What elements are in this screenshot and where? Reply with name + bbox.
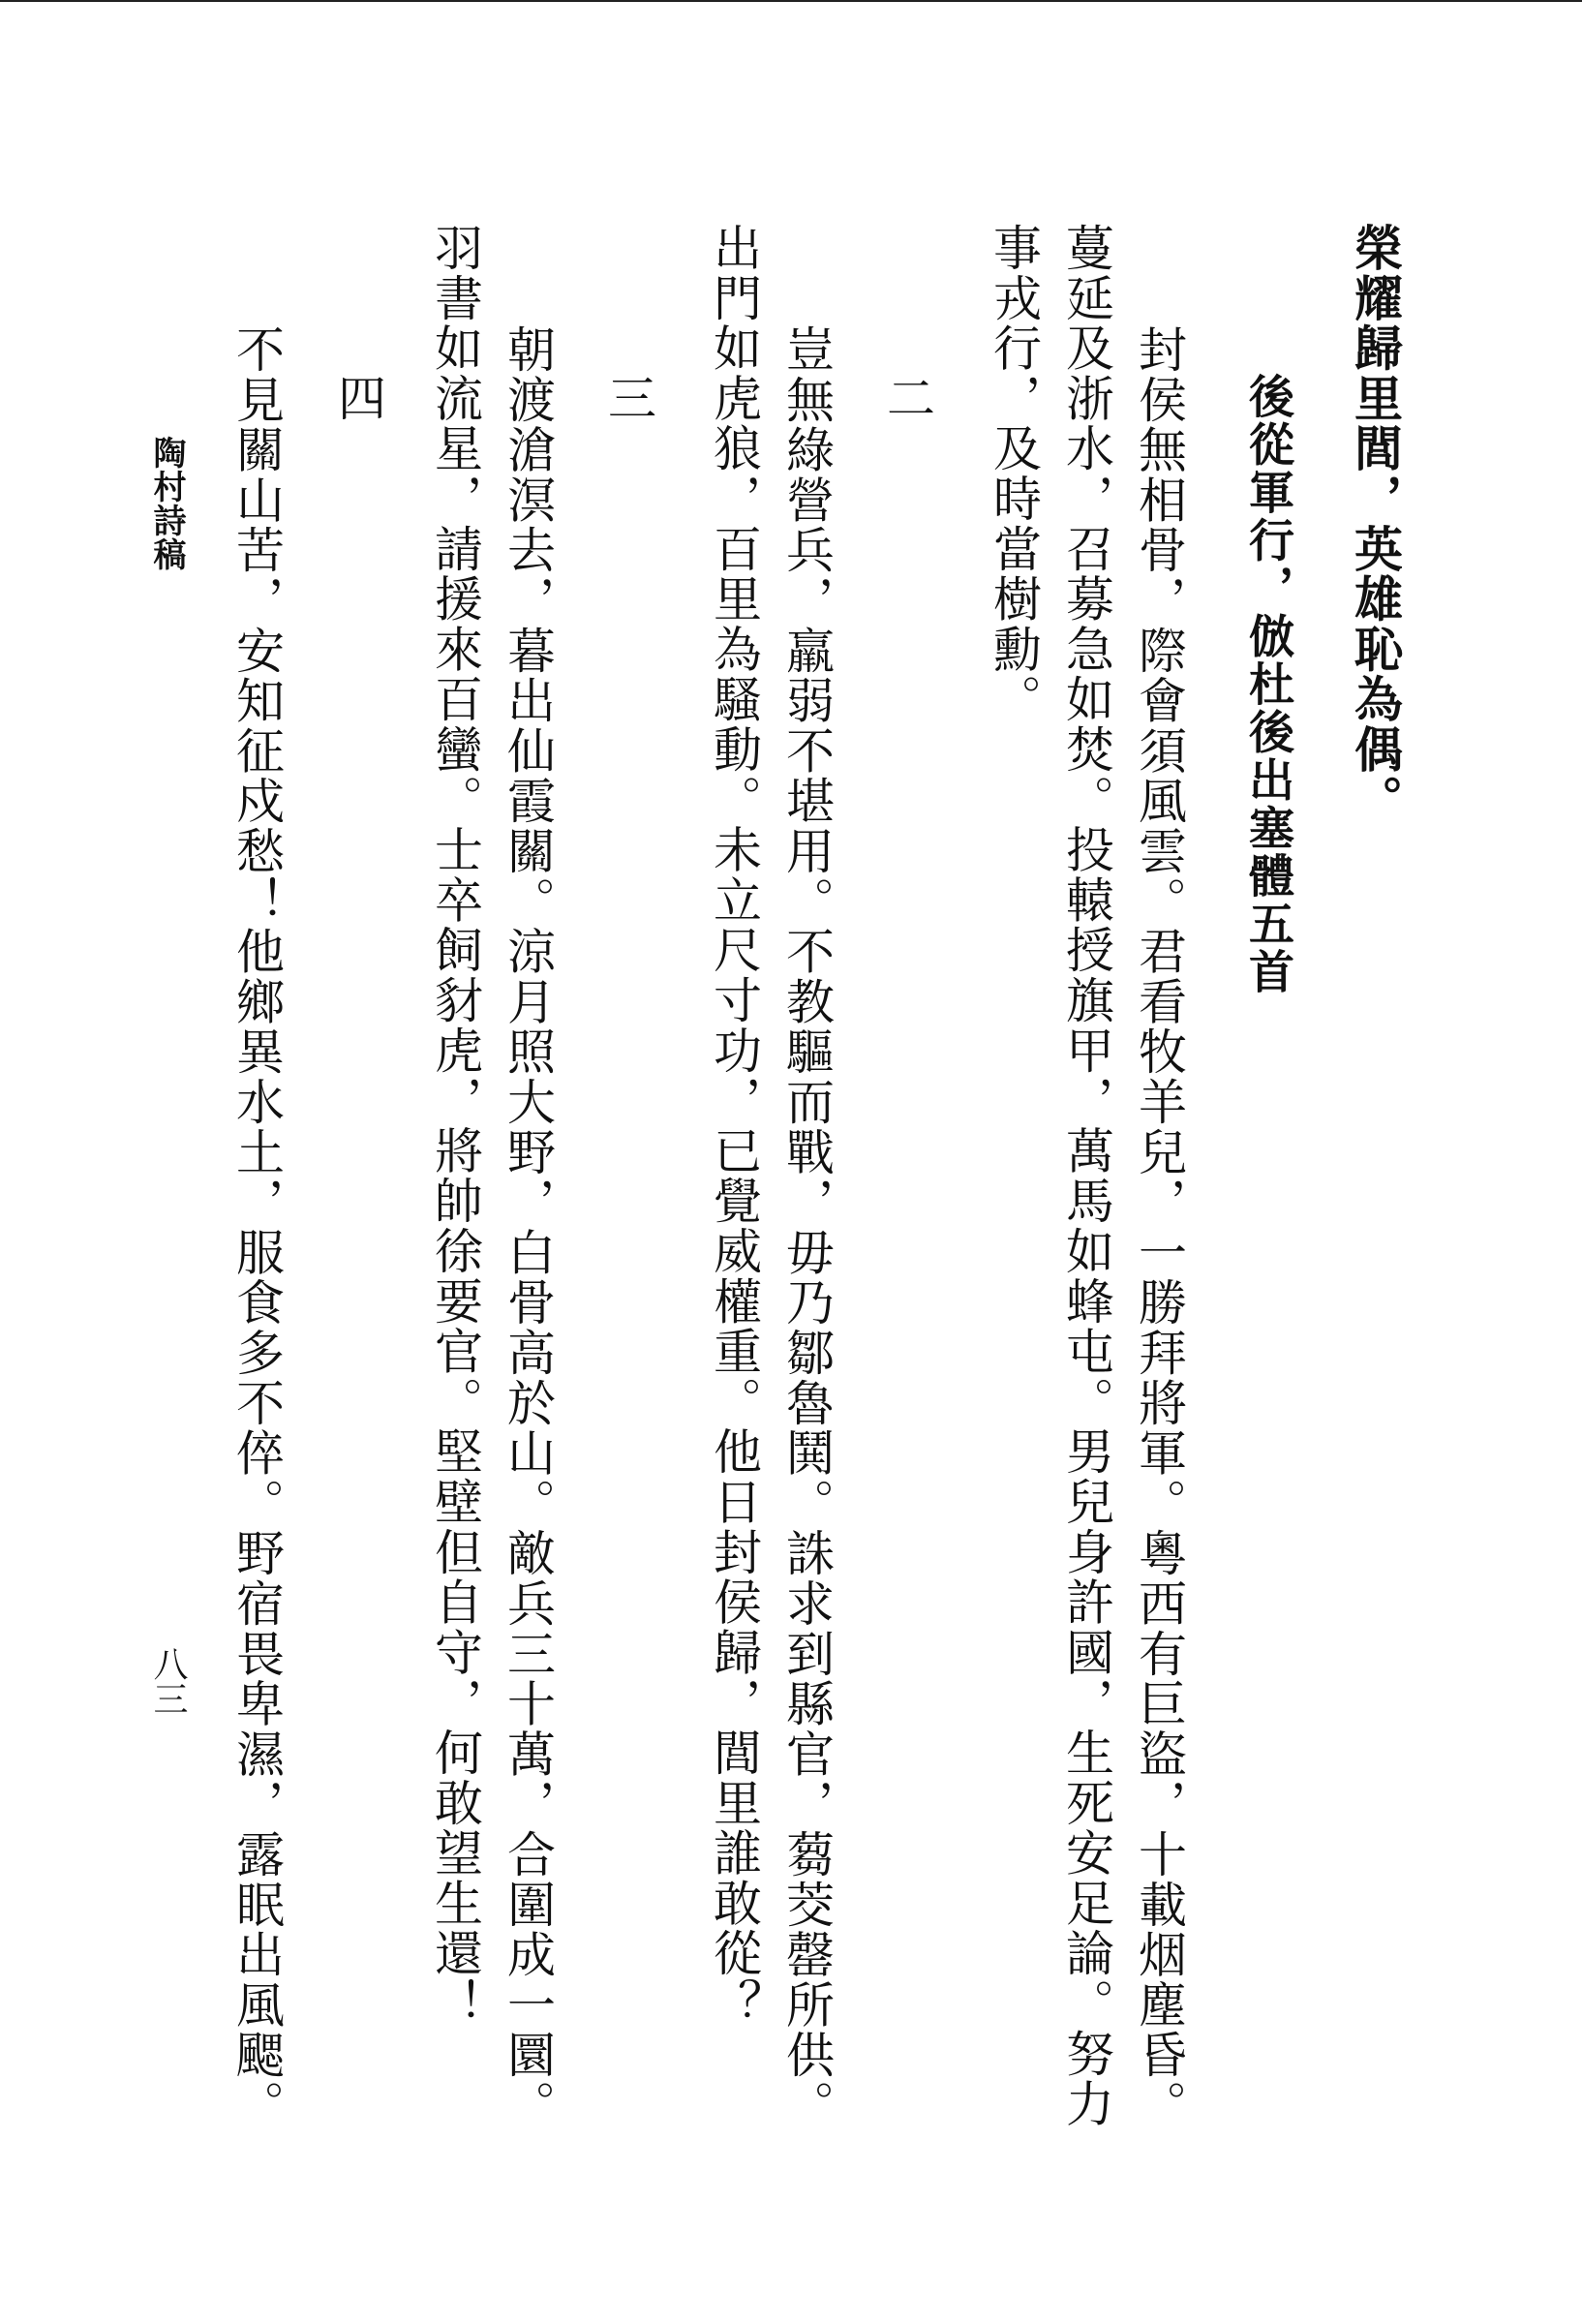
poem-3-line-2: 羽書如流星，請援來百蠻。士卒飼豺虎，將帥徐要官。堅壁但自守，何敢望生還！	[427, 223, 483, 2029]
poem-3-line-1: 朝渡滄溟去，暮出仙霞關。涼月照大野，白骨高於山。敵兵三十萬，合圍成一圜。	[500, 324, 556, 2130]
poem-2-line-2: 出門如虎狼，百里為騷動。未立尺寸功，已覺威權重。他日封侯歸，閭里誰敢從？	[706, 223, 762, 2029]
poem-3-number: 三	[600, 373, 656, 421]
poem-1-line-2: 蔓延及浙水，召募急如焚。投轅授旗甲，萬馬如蜂屯。男兒身許國，生死安足論。努力	[1058, 223, 1114, 2129]
page-number: 八三	[148, 1646, 188, 1716]
poem-group-title: 後從軍行，倣杜後出塞體五首	[1241, 373, 1294, 996]
poem-2-number: 二	[879, 373, 935, 421]
poem-4-line-1: 不見關山苦，安知征戍愁！他鄉異水土，服食多不倅。野宿畏卑濕，露眠出風颸。	[228, 324, 285, 2130]
previous-poem-closing-line: 榮耀歸里閭，英雄恥為偶。	[1347, 223, 1404, 825]
poem-1-line-1: 封侯無相骨，際會須風雲。君看牧羊兒，一勝拜將軍。粵西有巨盜，十載烟塵昏。	[1131, 324, 1187, 2130]
running-title: 陶村詩稿	[147, 436, 186, 571]
top-border-rule	[0, 0, 1582, 2]
poem-2-line-1: 豈無綠營兵，羸弱不堪用。不教驅而戰，毋乃鄒魯鬨。誅求到縣官，蒭茭罄所供。	[778, 324, 835, 2130]
poem-1-line-3: 事戎行，及時當樹勳。	[986, 223, 1042, 724]
poem-4-number: 四	[330, 373, 386, 421]
